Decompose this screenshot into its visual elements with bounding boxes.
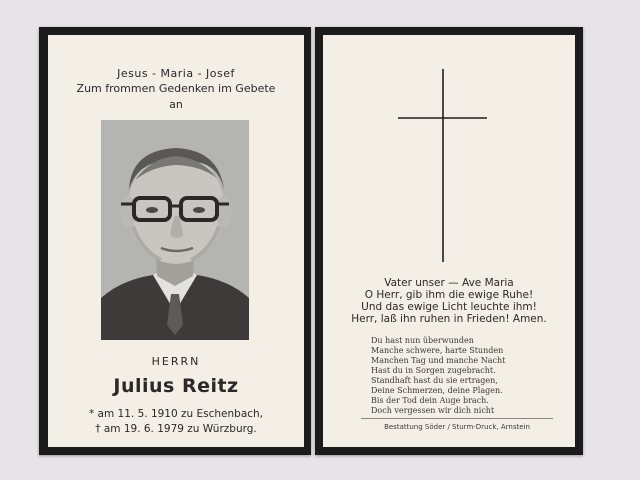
right-card-page [315, 27, 583, 455]
title-herrn: HERRN [151, 355, 201, 368]
death-line: † am 19. 6. 1979 zu Würzburg. [95, 423, 257, 435]
poem-line: Du hast nun überwunden [371, 336, 474, 345]
prayer-line: O Herr, gib ihm die ewige Ruhe! [364, 289, 534, 301]
prayer-line: Und das ewige Licht leuchte ihm! [361, 301, 537, 313]
left-card-page [39, 27, 311, 455]
poem-line: Manche schwere, harte Stunden [371, 346, 504, 355]
header-holy-family: Jesus - Maria - Josef [117, 67, 235, 80]
prayer-line: Herr, laß ihn ruhen in Frieden! Amen. [351, 313, 547, 325]
birth-line: * am 11. 5. 1910 zu Eschenbach, [88, 408, 264, 420]
poem-line: Hast du in Sorgen zugebracht. [371, 366, 496, 375]
poem-line: Standhaft hast du sie ertragen, [371, 376, 498, 385]
memorial-poem [371, 336, 505, 416]
poem-line: Bis der Tod dein Auge brach. [371, 396, 489, 405]
printer-credit: Bestattung Söder / Sturm-Druck, Arnstein [384, 423, 530, 431]
poem-line: Manchen Tag und manche Nacht [371, 356, 506, 365]
poem-line: Doch vergessen wir dich nicht [371, 406, 495, 415]
portrait-photo [101, 120, 249, 340]
header-an: an [169, 98, 183, 111]
footer-divider [361, 418, 553, 419]
right-card-panel [323, 35, 575, 447]
poem-line: Deine Schmerzen, deine Plagen. [371, 386, 503, 395]
header-remembrance: Zum frommen Gedenken im Gebete [76, 82, 276, 95]
prayer-line: Vater unser — Ave Maria [384, 277, 514, 289]
left-card-panel [48, 35, 304, 447]
deceased-name: Julius Reitz [113, 375, 239, 397]
